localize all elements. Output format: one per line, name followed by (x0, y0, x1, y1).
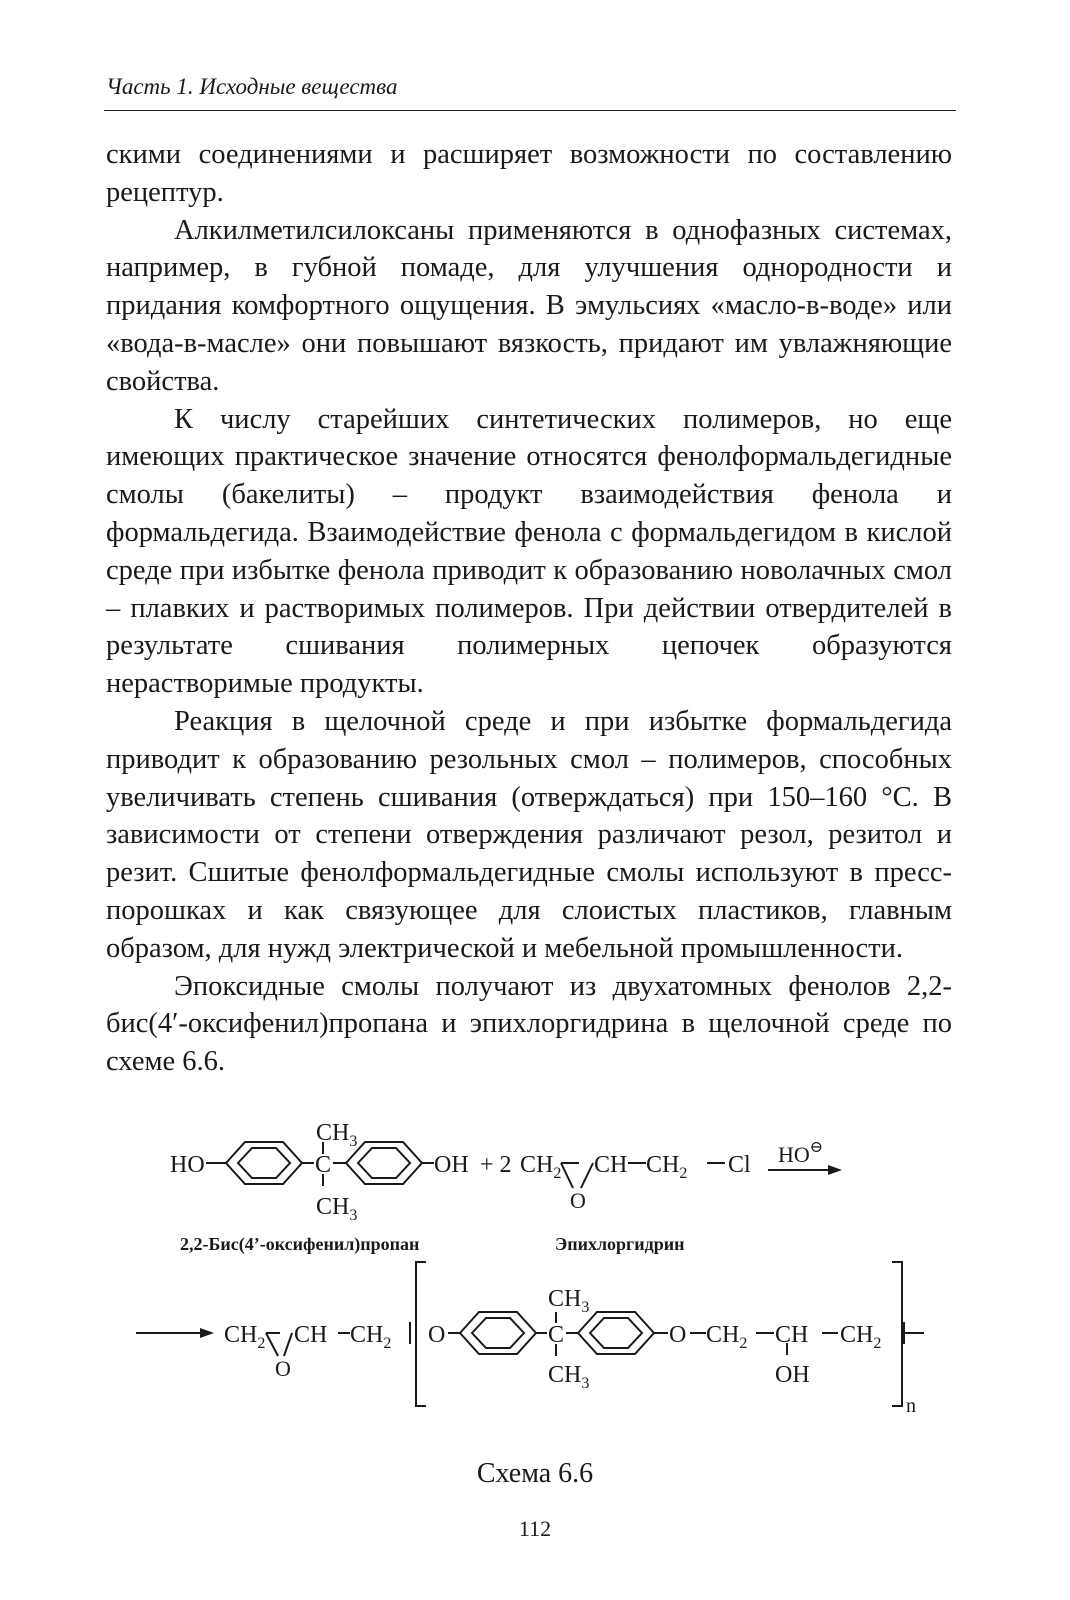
prod-epoxide-ch2: $CH_2$ (224, 1322, 266, 1352)
quaternary-carbon: C (315, 1152, 332, 1178)
oh-group: OH (434, 1152, 469, 1178)
body-text (106, 136, 952, 1081)
prod-ch2-a: $CH_2$ (706, 1322, 748, 1352)
epi-ch2-b: $CH_2$ (646, 1152, 688, 1182)
epi-oxygen: O (570, 1188, 586, 1213)
prod-ch2-b: $CH_2$ (840, 1322, 882, 1352)
prod-ch: CH (775, 1322, 809, 1348)
reactant1-label: 2,2-Бис(4’-оксифенил)пропан (180, 1234, 420, 1254)
epi-ch: CH (594, 1152, 628, 1178)
catalyst-hydroxide: HO⊖ (778, 1139, 824, 1167)
paragraph-2: Алкилметилсилоксаны применяются в однофазных системах, например, в губной помаде, для улучшения однородности и придания комфортного ощущения. В эмульсиях «масло-в-воде» или «вода-в-масле» они повышают вязкость, придают им увлажняющие свойства. (106, 214, 952, 397)
coefficient: + 2 (480, 1152, 512, 1178)
page-number: 112 (518, 1516, 552, 1541)
paragraph-3: К числу старейших синтетических полимеров, но еще имеющих практическое значение относятся фенолформальдегидные смолы (бакелиты) – продукт взаимодействия фенола и формальдегида. Взаимодействие фенола с формальдегидом в кислой среде при избытке фенола приводит к образованию новолачных смол – плавких и растворимых полимеров. При действии отвердителей в результате сшивания полимерных цепочек образуются нерастворимые продукты. (106, 403, 952, 700)
prod-ch2-link: $CH_2$ (350, 1322, 392, 1352)
prod-ether-oxygen-2: O (669, 1322, 687, 1348)
epi-ch2: $CH_2$ (520, 1152, 562, 1182)
paragraph-4: Реакция в щелочной среде и при избытке формальдегида приводит к образованию резольных смол – полимеров, способных увеличивать степень сшивания (отверждаться) при 150–160 °C. В зависимости от степени отверждения различают резол, резитол и резит. Сшитые фенолформальдегидные смолы используют в пресс-порошках и как связующее для слоистых пластиков, главным образом, для нужд электрической и мебельной промышленности. (106, 705, 952, 964)
paragraph-1: скими соединениями и расширяет возможности по составлению рецептур. (106, 139, 952, 208)
paragraph-5: Эпоксидные смолы получают из двухатомных фенолов 2,2-бис(4′-оксифенил)пропана и эпихлоргидрина в щелочной среде по схеме 6.6. (106, 970, 952, 1078)
epi-chlorine: Cl (728, 1152, 751, 1178)
prod-epoxide-ch: CH (294, 1322, 328, 1348)
prod-ether-oxygen-1: O (428, 1322, 446, 1348)
scheme-caption: Схема 6.6 (476, 1458, 594, 1489)
prod-quaternary-carbon: C (548, 1322, 565, 1348)
header-rule (104, 110, 956, 111)
ho-group: HO (170, 1152, 205, 1178)
repeat-index: n (906, 1395, 916, 1417)
prod-methyl-top: $CH_3$ (548, 1286, 590, 1316)
prod-methyl-bottom: $CH_3$ (548, 1362, 590, 1392)
methyl-top: $CH_3$ (316, 1120, 358, 1150)
running-header: Часть 1. Исходные вещества (106, 74, 398, 99)
methyl-bottom: $CH_3$ (316, 1194, 358, 1224)
prod-epoxide-oxygen: O (275, 1356, 291, 1381)
prod-hydroxyl: OH (775, 1362, 810, 1388)
reactant2-label: Эпихлоргидрин (555, 1234, 685, 1254)
